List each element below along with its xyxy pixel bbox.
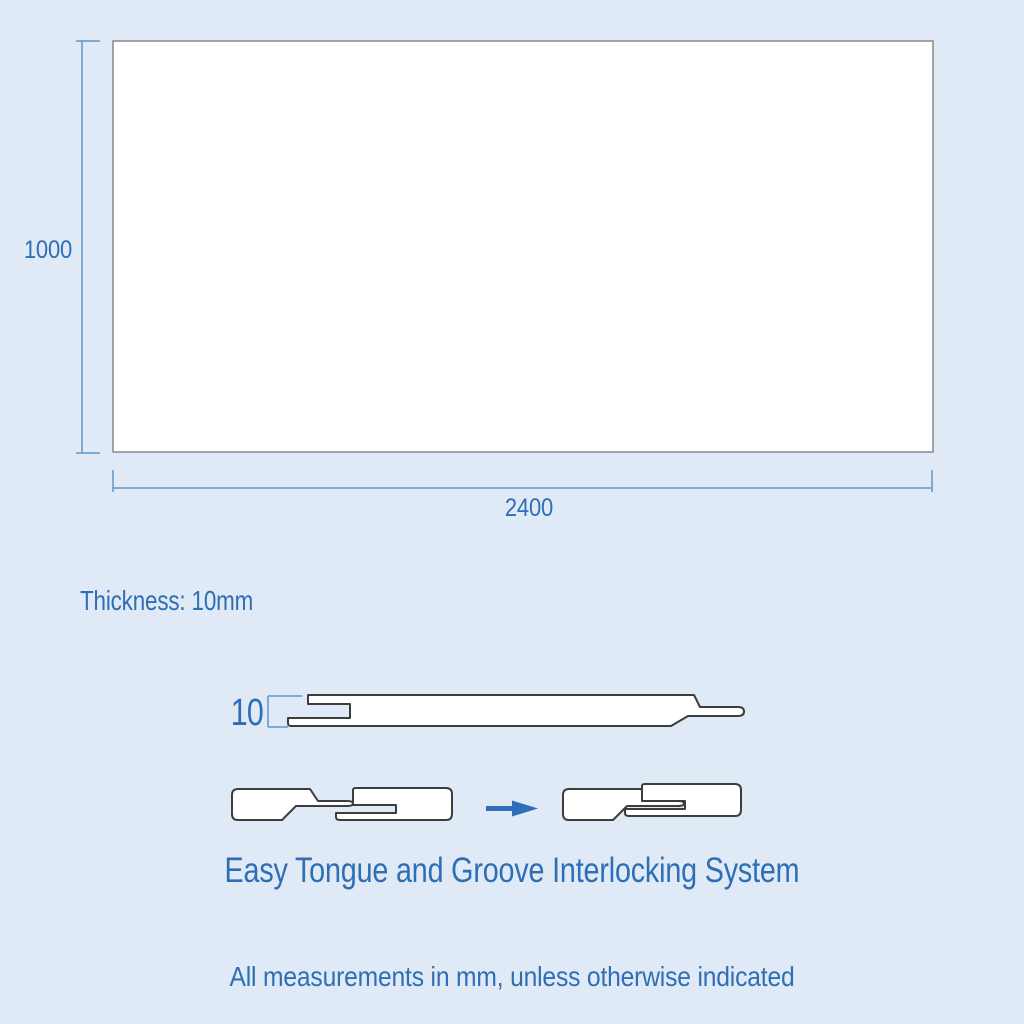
panel-width-label: 2400 xyxy=(504,494,554,522)
groove-piece-joined xyxy=(625,784,741,816)
interlock-caption: Easy Tongue and Groove Interlocking System xyxy=(224,851,800,890)
interlock-after xyxy=(563,784,741,820)
panel-height-label: 1000 xyxy=(23,236,73,264)
profile-thickness-label: 10 xyxy=(230,692,263,734)
tongue-piece xyxy=(232,789,353,820)
width-dimension-line xyxy=(113,470,932,492)
profile-cross-section xyxy=(268,695,744,727)
panel-front-view xyxy=(76,41,933,492)
groove-piece xyxy=(336,788,452,820)
profile-outline xyxy=(288,695,744,726)
right-arrow-icon xyxy=(486,801,538,817)
thickness-note: Thickness: 10mm xyxy=(80,585,254,616)
interlock-before xyxy=(232,788,452,820)
panel-rectangle xyxy=(113,41,933,452)
measurement-unit-note: All measurements in mm, unless otherwise indicated xyxy=(229,961,795,992)
